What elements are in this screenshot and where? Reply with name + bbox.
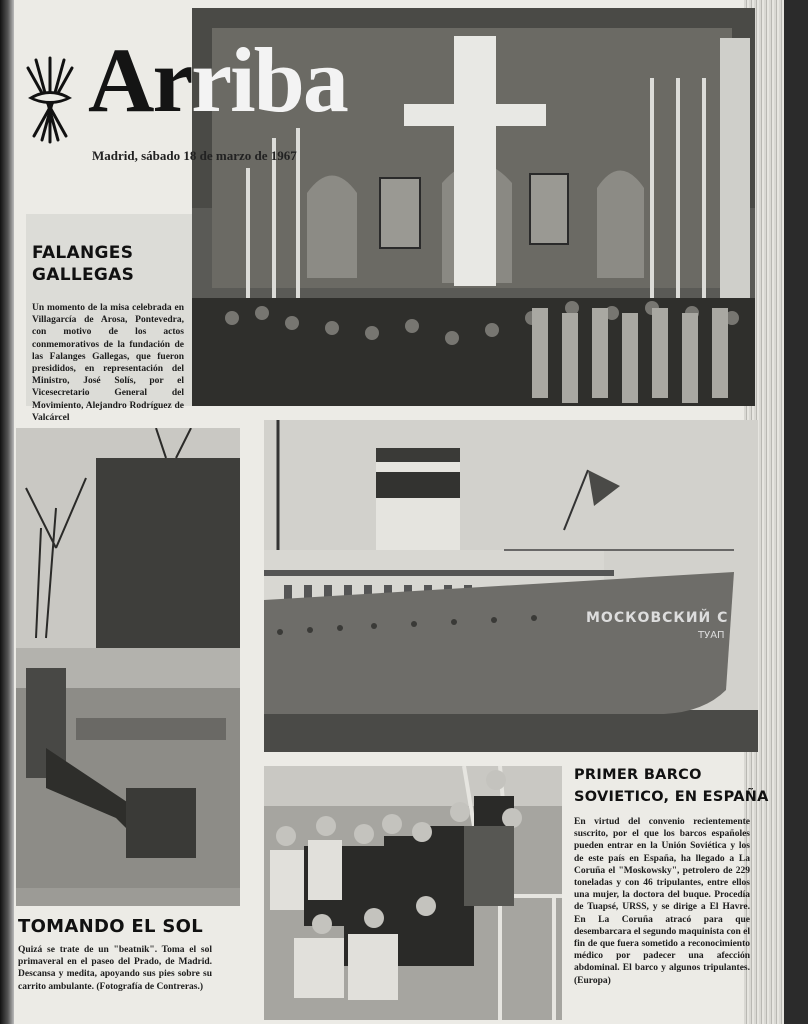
barco-title: PRIMER BARCO SOVIETICO, EN ESPAÑA [574, 767, 769, 805]
falanges-body: Un momento de la misa celebrada en Villagarcía de Arosa, Pontevedra, con motivo de los actos conmemorativos de la fundación de las Falanges Gallegas, que fueron presididos, en representación del Ministro, José Solís, por el Vicesecretario General del Movimiento, Alejandro Rodríguez de Valcárcel [32, 303, 184, 423]
crew-photo [264, 766, 562, 1020]
yoke-and-arrows-emblem-icon [24, 54, 76, 146]
falanges-title: FALANGES GALLEGAS [32, 243, 135, 285]
dateline: Madrid, sábado 18 de marzo de 1967 [92, 148, 297, 163]
masthead-title: Arriba [88, 29, 347, 131]
barco-body: En virtud del convenio recientemente suscrito, por el que los barcos españoles pueden entrar en la Unión Soviética y los de este país en España, ha llegado a La Coruña el "Moskowsky", petrolero de 229 toneladas y con 46 tripulantes, entre ellos una mujer, la doctora del buque. Procedía de Tuapsé, URSS, y se dirige a El Havre. En La Coruña atracó para que desembarcara el segundo maquinista con el fin de que fuera sometido a reconocimiento médico por padecer una afección abdominal. El barco y algunos tripulantes. (Europa) [574, 817, 750, 986]
hull-name: МОСКОВСКИЙ С [586, 610, 729, 626]
hull-port: ТУАП [698, 630, 725, 641]
sol-title: TOMANDO EL SOL [18, 916, 203, 937]
sunbather-photo [16, 428, 240, 906]
sol-body: Quizá se trate de un "beatnik". Toma el sol primaveral en el paseo del Prado, de Madrid. Descansa y medita, apoyando sus pies sobre su carrito ambulante. (Fotografía de Contreras.) [18, 945, 212, 992]
ship-photo [264, 420, 758, 752]
